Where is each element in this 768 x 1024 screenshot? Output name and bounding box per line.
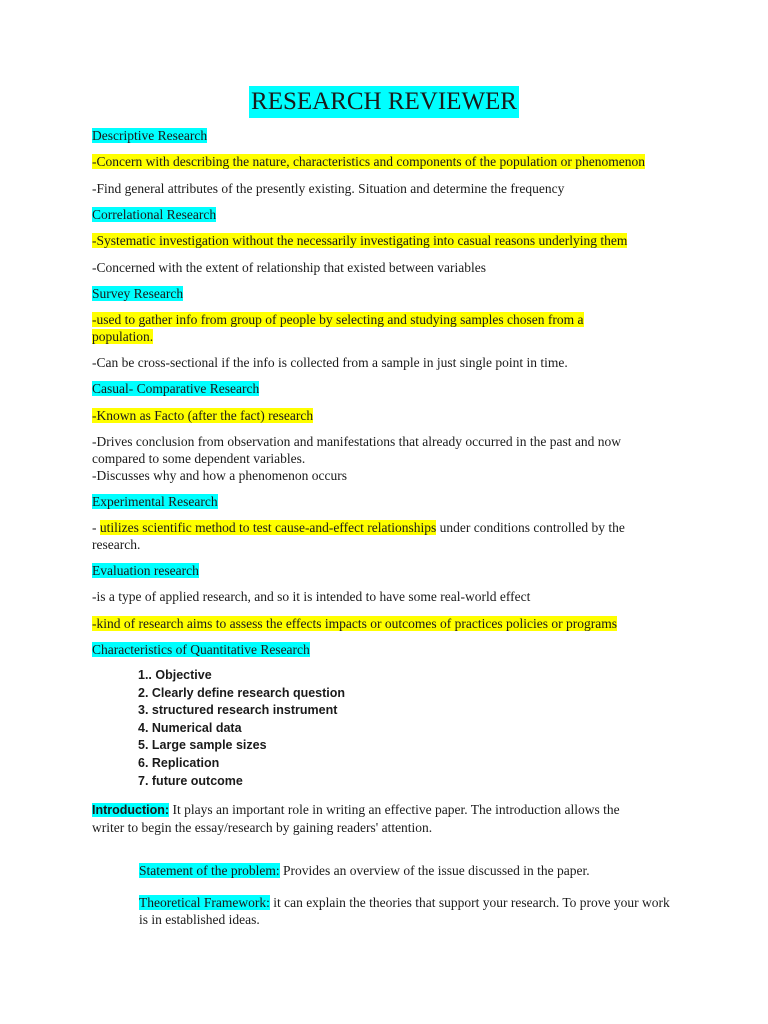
survey-heading: Survey Research: [92, 286, 184, 301]
casual-line-3: -Discusses why and how a phenomenon occurs: [92, 468, 347, 483]
correlational-heading: Correlational Research: [92, 207, 217, 222]
casual-heading: Casual- Comparative Research: [92, 381, 260, 396]
descriptive-heading-row: [92, 127, 692, 144]
list-item: 3. structured research instrument: [138, 703, 338, 718]
evaluation-line-1: -is a type of applied research, and so it is intended to have some real-world effect: [92, 589, 531, 604]
framework-label: Theoretical Framework:: [139, 895, 270, 910]
list-item: 5. Large sample sizes: [138, 738, 267, 753]
casual-line-1-text: -Known as Facto (after the fact) research: [92, 408, 314, 423]
descriptive-line-1-text: -Concern with describing the nature, characteristics and components of the population or phenomenon: [92, 154, 645, 169]
descriptive-heading: Descriptive Research: [92, 128, 208, 143]
correlational-line-2: -Concerned with the extent of relationship that existed between variables: [92, 260, 486, 275]
introduction-text: It plays an important role in writing an effective paper. The introduction allows the writer to begin the essay/research by gaining readers' attention.: [92, 802, 620, 835]
quantitative-characteristics-list: [138, 667, 345, 790]
casual-heading-row: [92, 380, 692, 397]
statement-text: Provides an overview of the issue discussed in the paper.: [279, 863, 590, 878]
page-title: RESEARCH REVIEWER: [249, 86, 519, 118]
list-item: 7. future outcome: [138, 773, 243, 788]
statement-label: Statement of the problem:: [139, 863, 280, 878]
experimental-heading-row: [92, 493, 692, 510]
introduction-label: Introduction:: [92, 803, 170, 817]
quantitative-heading: Characteristics of Quantitative Research: [92, 642, 310, 657]
experimental-heading: Experimental Research: [92, 494, 218, 509]
statement-paragraph: [139, 862, 679, 879]
list-item: 4. Numerical data: [138, 720, 242, 735]
descriptive-line-2: -Find general attributes of the presently existing. Situation and determine the frequency: [92, 181, 565, 196]
survey-heading-row: [92, 285, 692, 302]
survey-line-2: -Can be cross-sectional if the info is collected from a sample in just single point in time.: [92, 355, 568, 370]
experimental-line-1-highlight: utilizes scientific method to test cause-and-effect relationships: [99, 520, 437, 535]
correlational-line-1: [92, 232, 692, 249]
introduction-paragraph: [92, 801, 652, 836]
descriptive-line-1: [92, 153, 692, 170]
correlational-heading-row: [92, 206, 692, 223]
evaluation-heading-row: [92, 562, 692, 579]
evaluation-line-2: [92, 615, 692, 632]
experimental-line-1-suffix: under conditions controlled by the research.: [92, 520, 625, 552]
list-item: 6. Replication: [138, 755, 220, 770]
framework-text: it can explain the theories that support your research. To prove your work is in established ideas.: [139, 895, 670, 927]
evaluation-line-2-text: -kind of research aims to assess the effects impacts or outcomes of practices policies or programs: [92, 616, 617, 631]
survey-line-1-text: -used to gather info from group of people by selecting and studying samples chosen from a population.: [92, 312, 584, 344]
list-item: 2. Clearly define research question: [138, 685, 346, 700]
correlational-line-1-text: -Systematic investigation without the necessarily investigating into casual reasons underlying them: [92, 233, 628, 248]
framework-paragraph: [139, 894, 674, 928]
experimental-line-1: [92, 519, 667, 553]
casual-line-1: [92, 407, 692, 424]
list-item: 1.. Objective: [138, 668, 212, 682]
casual-line-2: -Drives conclusion from observation and manifestations that already occurred in the past and now compared to some dependent variables.: [92, 434, 621, 466]
survey-line-1: [92, 311, 622, 345]
quantitative-heading-row: [92, 641, 692, 658]
evaluation-heading: Evaluation research: [92, 563, 199, 578]
title-row: [0, 86, 768, 118]
experimental-line-1-prefix: -: [92, 520, 100, 535]
